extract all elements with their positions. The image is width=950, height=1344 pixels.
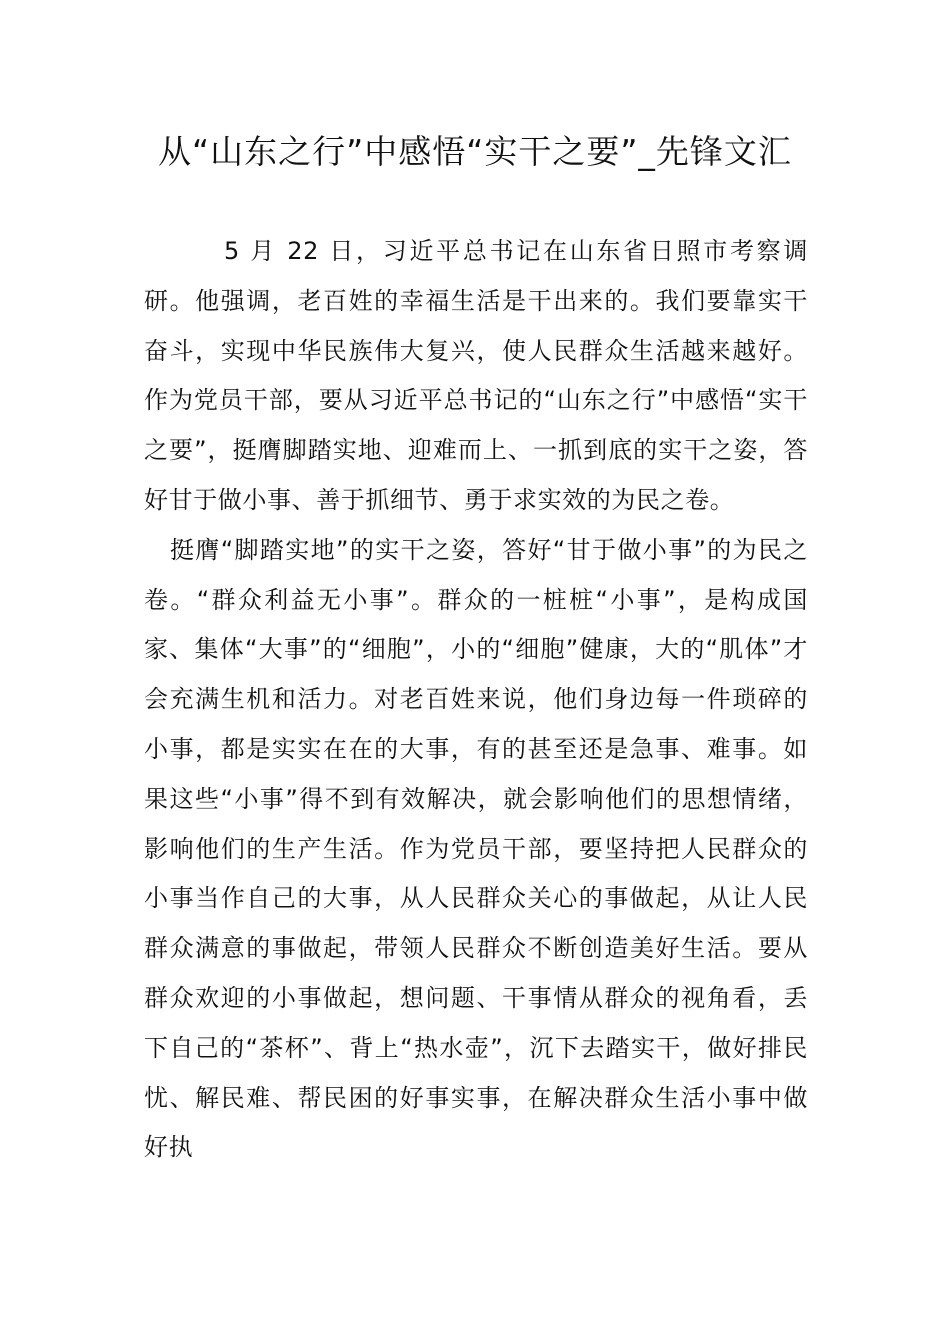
paragraph-1: 5 月 22 日，习近平总书记在山东省日照市考察调研。他强调，老百姓的幸福生活是干出来的。我们要靠实干奋斗，实现中华民族伟大复兴，使人民群众生活越来越好。作为党员干部，要从习近平总书记的“山东之行”中感悟“实干之要”，挺膺脚踏实地、迎难而上、一抓到底的实干之姿，答好甘于做小事、善于抓细节、勇于求实效的为民之卷。: [144, 237, 808, 514]
document-body: [144, 227, 808, 1173]
document-title: 从“山东之行”中感悟“实干之要”_先锋文汇: [158, 132, 792, 171]
paragraph-2: 挺膺“脚踏实地”的实干之姿，答好“甘于做小事”的为民之卷。“群众利益无小事”。群众的一桩桩“小事”，是构成国家、集体“大事”的“细胞”，小的“细胞”健康，大的“肌体”才会充满生机和活力。对老百姓来说，他们身边每一件琐碎的小事，都是实实在在的大事，有的甚至还是急事、难事。如果这些“小事”得不到有效解决，就会影响他们的思想情绪，影响他们的生产生活。作为党员干部，要坚持把人民群众的小事当作自己的大事，从人民群众关心的事做起，从让人民群众满意的事做起，带领人民群众不断创造美好生活。要从群众欢迎的小事做起，想问题、干事情从群众的视角看，丢下自己的“茶杯”、背上“热水壶”，沉下去踏实干，做好排民忧、解民难、帮民困的好事实事，在解决群众生活小事中做好执: [144, 535, 808, 1162]
